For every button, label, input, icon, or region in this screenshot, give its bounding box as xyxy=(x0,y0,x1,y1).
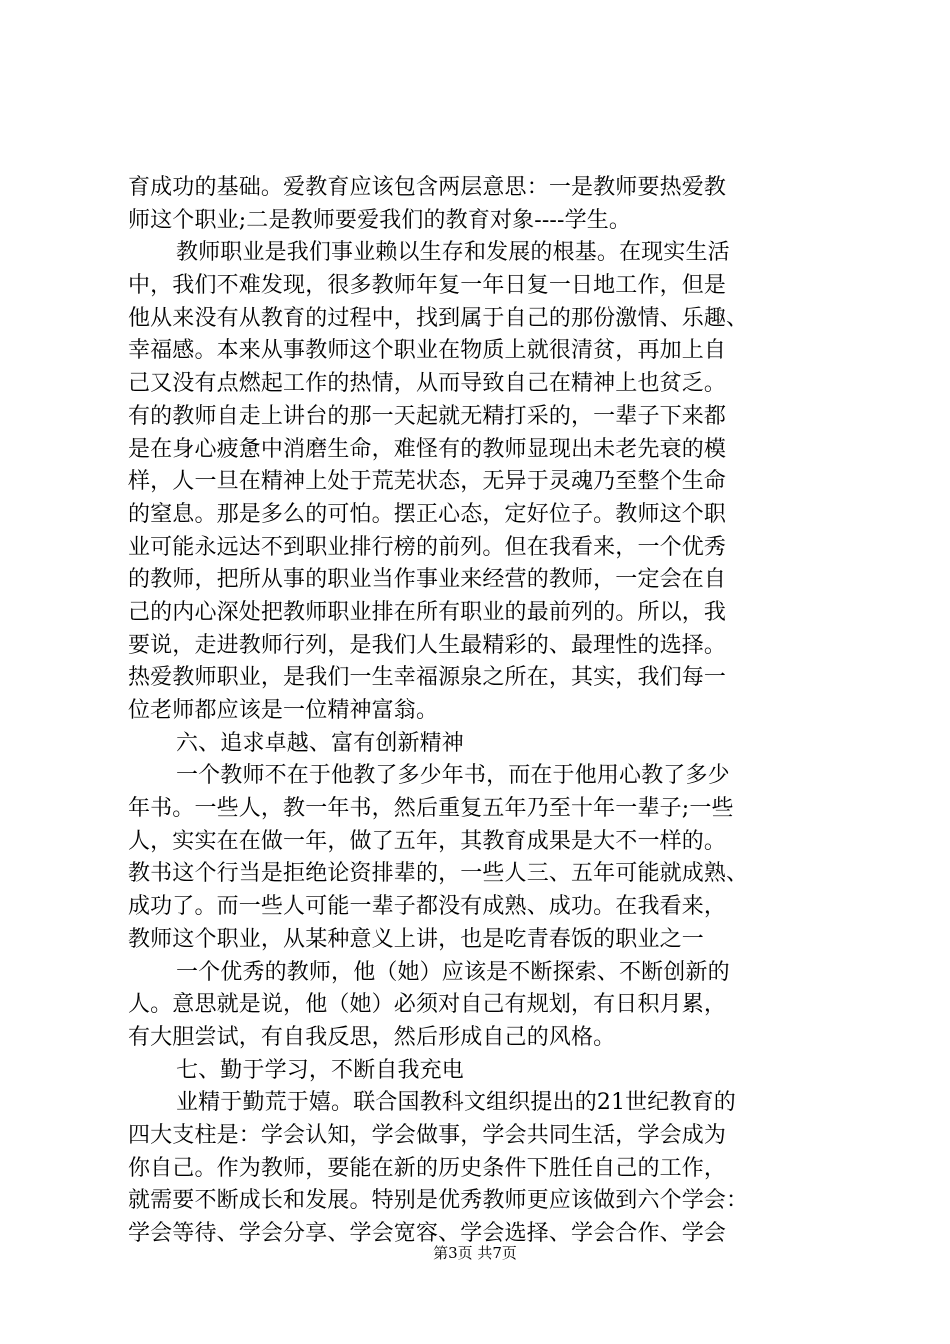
text-line: 师这个职业;二是教师要爱我们的教育对象----学生。 xyxy=(128,207,632,233)
text-line: 年书。一些人，教一年书，然后重复五年乃至十年一辈子;一些 xyxy=(128,796,734,822)
text-line: 教书这个行当是拒绝论资排辈的，一些人三、五年可能就成熟、 xyxy=(128,861,749,887)
text-line: 四大支柱是：学会认知，学会做事，学会共同生活，学会成为 xyxy=(128,1122,727,1148)
text-line: 育成功的基础。爱教育应该包含两层意思：一是教师要热爱教 xyxy=(128,175,727,200)
text-line: 七、勤于学习，不断自我充电 xyxy=(176,1057,464,1083)
text-line: 样，人一旦在精神上处于荒芜状态，无异于灵魂乃至整个生命 xyxy=(128,469,727,495)
text-line: 己又没有点燃起工作的热情，从而导致自己在精神上也贫乏。 xyxy=(128,371,727,397)
document-body xyxy=(128,172,828,1251)
text-line: 的教师，把所从事的职业当作事业来经营的教师，一定会在自 xyxy=(128,567,727,593)
text-line: 教师职业是我们事业赖以生存和发展的根基。在现实生活 xyxy=(176,240,730,266)
text-line: 一个优秀的教师，他（她）应该是不断探索、不断创新的 xyxy=(176,959,730,985)
text-line: 你自己。作为教师，要能在新的历史条件下胜任自己的工作， xyxy=(128,1155,727,1181)
text-line: 业精于勤荒于嬉。联合国教科文组织提出的21世纪教育的 xyxy=(176,1090,736,1116)
text-line: 六、追求卓越、富有创新精神 xyxy=(176,730,464,756)
page-footer: 第3页 共7页 xyxy=(433,1244,517,1262)
text-line: 是在身心疲惫中消磨生命，难怪有的教师显现出未老先衰的模 xyxy=(128,436,727,462)
text-line: 己的内心深处把教师职业排在所有职业的最前列的。所以，我 xyxy=(128,599,727,625)
text-line: 热爱教师职业，是我们一生幸福源泉之所在，其实，我们每一 xyxy=(128,665,727,691)
text-line: 就需要不断成长和发展。特别是优秀教师更应该做到六个学会： xyxy=(128,1188,749,1214)
text-line: 一个教师不在于他教了多少年书，而在于他用心教了多少 xyxy=(176,763,730,789)
text-line: 他从来没有从教育的过程中，找到属于自己的那份激情、乐趣、 xyxy=(128,305,749,331)
text-line: 幸福感。本来从事教师这个职业在物质上就很清贫，再加上自 xyxy=(128,338,727,364)
text-line: 位老师都应该是一位精神富翁。 xyxy=(128,698,439,723)
text-line: 有大胆尝试，有自我反思，然后形成自己的风格。 xyxy=(128,1024,616,1050)
text-line: 的窒息。那是多么的可怕。摆正心态，定好位子。教师这个职 xyxy=(128,501,727,527)
text-line: 成功了。而一些人可能一辈子都没有成熟、成功。在我看来， xyxy=(128,894,727,920)
text-line: 人。意思就是说，他（她）必须对自己有规划，有日积月累， xyxy=(128,992,727,1018)
text-line: 学会等待、学会分享、学会宽容、学会选择、学会合作、学会 xyxy=(128,1221,727,1246)
text-line: 中，我们不难发现，很多教师年复一年日复一日地工作，但是 xyxy=(128,273,727,299)
text-line: 要说，走进教师行列，是我们人生最精彩的、最理性的选择。 xyxy=(128,632,727,658)
text-line: 人，实实在在做一年，做了五年，其教育成果是大不一样的。 xyxy=(128,828,727,854)
text-line: 有的教师自走上讲台的那一天起就无精打采的，一辈子下来都 xyxy=(128,403,727,429)
text-line: 业可能永远达不到职业排行榜的前列。但在我看来，一个优秀 xyxy=(128,534,727,560)
text-line: 教师这个职业，从某种意义上讲，也是吃青春饭的职业之一 xyxy=(128,926,704,952)
